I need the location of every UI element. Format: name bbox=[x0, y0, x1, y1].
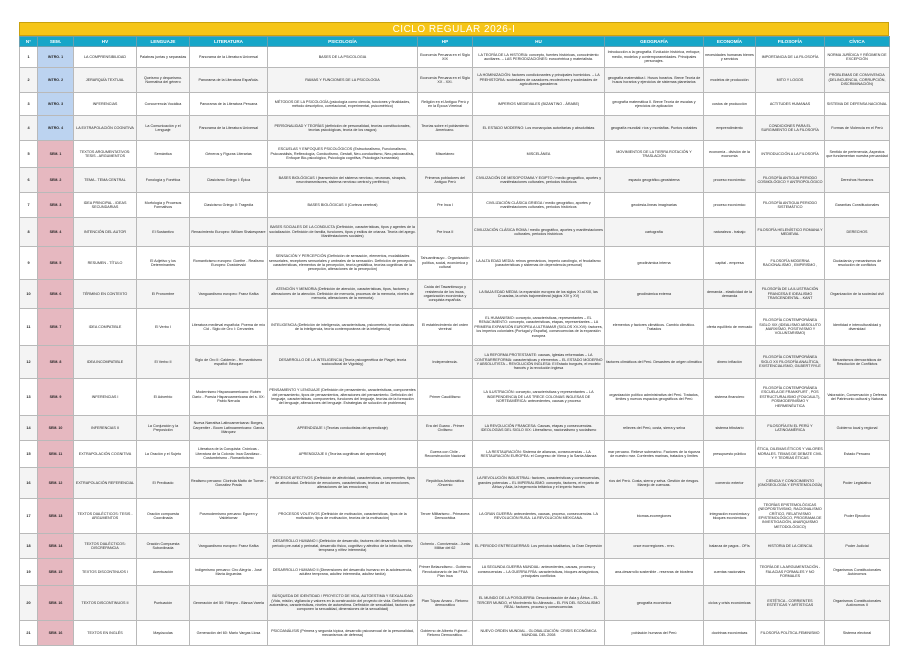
cell-hp: Primer Caudillismo bbox=[418, 379, 473, 416]
cell-geografia: factores climáticos del Perú. Desastres de origen climático bbox=[605, 346, 704, 379]
header-geografia: GEOGRAFÍA bbox=[605, 37, 704, 47]
cell-lenguaje: La Conjunción y la Preposición bbox=[137, 416, 190, 441]
cell-literatura: Panorama de la Literatura Universal bbox=[190, 47, 268, 68]
table-body bbox=[20, 47, 890, 646]
cell-hp: El establecimiento del orden virreinal bbox=[418, 309, 473, 346]
cell-filosofia: ÉTICA, DILEMAS ÉTICOS Y VALORES MORALES. TEMAS DE DEBATE CIVIL Y Y TEORÍAS ÉTICAS bbox=[756, 441, 825, 468]
cell-lenguaje: Concurrencia Vocálica bbox=[137, 93, 190, 116]
cell-filosofia: FILOSOFÍA MODERNA RACIONALISMO , EMPIRISMO , bbox=[756, 247, 825, 280]
row-number: 12 bbox=[20, 346, 38, 379]
cell-hv: EXTRAPOLACIÓN REFERENCIAL bbox=[74, 468, 137, 499]
cell-hu: EL MUNDO DE LA POSGUERRA: Descolonización de Asia y África – EL TERCER MUNDO, el Movimiento No Alineado – EL FIN DEL SOCIALISMO REAL: factores, proceso y consecuencias bbox=[473, 586, 605, 621]
cell-filosofia: FILOSOFÍA CONTEMPORÁNEA SIGLO XX FILOSOFÍA ANALÍTICA, EXISTENCIALISMO, GILBERT RYLE bbox=[756, 346, 825, 379]
cell-economia: proceso económico bbox=[704, 168, 756, 193]
cell-civica: Formas de Violencia en el Perú bbox=[825, 116, 890, 141]
row-sem: SEM. 14 bbox=[38, 534, 74, 559]
cell-geografia: MOVIMIENTOS DE LA TIERRA ROTACIÓN Y TRASLACIÓN bbox=[605, 141, 704, 168]
cell-lenguaje: Acentuación bbox=[137, 559, 190, 586]
cell-literatura: Panorama de la Literatura Española. bbox=[190, 68, 268, 93]
cell-filosofia: INTRODUCCIÓN A LA FILOSOFÍA bbox=[756, 141, 825, 168]
table-row bbox=[20, 621, 890, 646]
cell-lenguaje: El Predicado bbox=[137, 468, 190, 499]
cell-hv: TÉRMINO EN CONTEXTO bbox=[74, 280, 137, 309]
cell-filosofia: FILOSOFÍA EN EL PERÚ Y LATINOAMÉRICA bbox=[756, 416, 825, 441]
table-row bbox=[20, 499, 890, 534]
cell-hp: República Aristocrática /Oncenio bbox=[418, 468, 473, 499]
cell-hv: TEXTOS DISCONTINUOS II bbox=[74, 586, 137, 621]
cell-hu: LA RESTAURACIÓN: Sistema de alianzas, consecuencias – LA RESTAURACIÓN EUROPEA: el Congreso de Viena y la Santa Alianza bbox=[473, 441, 605, 468]
row-number: 21 bbox=[20, 621, 38, 646]
cell-literatura: Literatura medieval española: Poema de mío Cid - Siglo de Oro I: Cervantes bbox=[190, 309, 268, 346]
row-number: 13 bbox=[20, 379, 38, 416]
table-row bbox=[20, 93, 890, 116]
cell-literatura: Generación del 50: Ribeyro - Blanca Varela bbox=[190, 586, 268, 621]
cell-hu: LA GRAN GUERRA: antecedentes, causas, proceso, consecuencias. LA REVOLUCIÓN RUSA. LA REVOLUCIÓN MEXICANA. bbox=[473, 499, 605, 534]
row-number: 11 bbox=[20, 309, 38, 346]
cell-economia: emprendimiento bbox=[704, 116, 756, 141]
cell-hp: Tercer Militarismo - Primavera Democrática bbox=[418, 499, 473, 534]
header-hp: HP bbox=[418, 37, 473, 47]
cell-literatura: Realismo peruano: Clorinda Matto de Turner - González Prada bbox=[190, 468, 268, 499]
header-n: N° bbox=[20, 37, 38, 47]
cell-lenguaje: El Verbo I bbox=[137, 309, 190, 346]
cell-hv: IDEA INCOMPATIBLE bbox=[74, 346, 137, 379]
header-hv: HV bbox=[74, 37, 137, 47]
cell-hu: IMPERIOS MEDIEVALES (BIZANTINO - ÁRABE) bbox=[473, 93, 605, 116]
cell-hp: Guerra con Chile - Reconstrucción Nacional bbox=[418, 441, 473, 468]
cell-hv: INTENCIÓN DEL AUTOR bbox=[74, 218, 137, 247]
cell-literatura: Generación del 60: Mario Vargas Llosa bbox=[190, 621, 268, 646]
cell-hp: Misceláneo bbox=[418, 141, 473, 168]
sheet-title: CICLO REGULAR 2026-I bbox=[19, 22, 889, 36]
header-economia: ECONOMÍA bbox=[704, 37, 756, 47]
table-row bbox=[20, 47, 890, 68]
cell-geografia: elementos y factores climáticos. Cambio climático. Tratados bbox=[605, 309, 704, 346]
cell-hv: IDEA COMPATIBLE bbox=[74, 309, 137, 346]
cell-hu: LA HOMINIZACIÓN: factores condicionantes y principales hominidos. – LA PREHISTORIA: sociedades de cazadores-recolectores y sociedades de agricultores-ganaderos bbox=[473, 68, 605, 93]
row-number: 8 bbox=[20, 218, 38, 247]
row-sem: SEM. 11 bbox=[38, 441, 74, 468]
cell-literatura: Modernismo Hispanoamericano: Rubén Darío - Poesía Hispanoamericana del s. XX: Pablo Neruda bbox=[190, 379, 268, 416]
cell-economia: proceso económico bbox=[704, 193, 756, 218]
cell-filosofia: FILOSOFÍA DE LA ILUSTRACIÓN FRANCESA E IDEALISMO TRASCENDENTAL - KANT bbox=[756, 280, 825, 309]
cell-hu: LA TEORÍA DE LA HISTORIA: concepto, fuentes históricas, conocimiento auxiliares. – LAS PERIODIZACIONES: eurocéntrica y materialista. bbox=[473, 47, 605, 68]
cell-lenguaje: Oración compuesta Coordinada bbox=[137, 499, 190, 534]
cell-psicologia: PERSONALIDAD Y TEORÍAS (definición de personalidad, teorías constitucionales, teorías psicológicas, teoría de los rasgos) bbox=[268, 116, 418, 141]
cell-economia: ciclos y crisis económicas bbox=[704, 586, 756, 621]
row-sem: SEM. 10 bbox=[38, 416, 74, 441]
cell-psicologia: MÉTODOS DE LA PSICOLOGÍA (psicología como ciencia, funciones y finalidades, método descriptivo, correlacional, experimental, psicométrico) bbox=[268, 93, 418, 116]
cell-economia: necesidades humanas bienes y servicios bbox=[704, 47, 756, 68]
cell-hu: EL ESTADO MODERNO: Los monarquías autoritarias y absolutistas bbox=[473, 116, 605, 141]
cell-literatura: Renacimiento Europeo: William Shakespeare bbox=[190, 218, 268, 247]
cell-psicologia: DESARROLLO HUMANO I (Definición de desarrollo, factores del desarrollo humano, periodo pre-natal y perinatal, desarrollo físico, cognitivo y afectivo de la infancia, niñez temprana y niñez intermedia) bbox=[268, 534, 418, 559]
cell-hu: LA REVOLUCIÓN FRANCESA: Causas, etapas y consecuencias. IDEOLOGÍAS DEL SIGLO XIX: Liberalismo, nacionalismo y socialismo bbox=[473, 416, 605, 441]
cell-filosofia: IMPORTANCIA DE LA FILOSOFÍA bbox=[756, 47, 825, 68]
row-sem: SEM. 6 bbox=[38, 280, 74, 309]
cell-hu: LA ALTA EDAD MEDIA: reinos germánicos, imperio carolingio, el feudalismo (características y sistemas de dependencia personal) bbox=[473, 247, 605, 280]
cell-lenguaje: El Sustantivo bbox=[137, 218, 190, 247]
cell-geografia: ríos del Perú. Costa, sierra y selva. Gestión de riesgos. Manejo de cuencas. bbox=[605, 468, 704, 499]
cell-lenguaje: Semántica bbox=[137, 141, 190, 168]
cell-psicologia: PROCESOS AFECTIVOS (Definición de afectividad, características, componentes, tipos de afectividad. Definición de emociones, características, teorías de las emociones, alteraciones de las emociones) bbox=[268, 468, 418, 499]
header-hu: HU bbox=[473, 37, 605, 47]
cell-literatura: Clasicismo Griego II: Tragedia bbox=[190, 193, 268, 218]
table-row bbox=[20, 218, 890, 247]
row-number: 14 bbox=[20, 416, 38, 441]
cell-psicologia: DESARROLLO HUMANO II (Dimensiones del desarrollo humano en la adolescencia, adultez temprana, adultez intermedia, adultez tardía) bbox=[268, 559, 418, 586]
cell-psicologia: PROCESOS VOLITIVOS (Definición de motivación, características, tipos de la motivación, tipos de motivación, teorías de la motivación) bbox=[268, 499, 418, 534]
cell-lenguaje: Oración Compuesta Subordinada bbox=[137, 534, 190, 559]
cell-geografia: geodinámica interna bbox=[605, 247, 704, 280]
curriculum-table bbox=[19, 36, 890, 646]
cell-economia: sistema financiero bbox=[704, 379, 756, 416]
cell-literatura: Panorama de la Literatura Peruana bbox=[190, 93, 268, 116]
header-psicologia: PSICOLOGÍA bbox=[268, 37, 418, 47]
cell-civica: Valoración, Conservación y Defensa del Patrimonio cultural y Natural bbox=[825, 379, 890, 416]
cell-economia: costos de producción bbox=[704, 93, 756, 116]
cell-psicologia: DESARROLLO DE LA INTELIGENCIA (Teoría psicogenética de Piaget, teoría sociocultural de Vigotsky) bbox=[268, 346, 418, 379]
row-sem: SEM. 2 bbox=[38, 168, 74, 193]
cell-lenguaje: Queísmo y dequeísmo. Normativa del género bbox=[137, 68, 190, 93]
header-sem: SEM. bbox=[38, 37, 74, 47]
row-number: 20 bbox=[20, 586, 38, 621]
table-row bbox=[20, 168, 890, 193]
cell-filosofia: ESTÉTICA - CORRIENTES ESTÉTICAS Y ARTÍSTICAS bbox=[756, 586, 825, 621]
cell-hp: Pre Inca II bbox=[418, 218, 473, 247]
row-sem: SEM. 13 bbox=[38, 499, 74, 534]
cell-geografia: geodinámica externa bbox=[605, 280, 704, 309]
cell-civica: DERECHOS bbox=[825, 218, 890, 247]
table-row bbox=[20, 280, 890, 309]
cell-economia: capital - empresa bbox=[704, 247, 756, 280]
row-sem: SEM. 4 bbox=[38, 218, 74, 247]
cell-lenguaje: El Adjetivo y los Determinantes bbox=[137, 247, 190, 280]
cell-literatura: Panorama de la Literatura Universal bbox=[190, 116, 268, 141]
cell-hp: Ochenio - Convivencia - Junta Militar del 62 bbox=[418, 534, 473, 559]
cell-hp: Economía Peruana en el Siglo XX - XXI. bbox=[418, 68, 473, 93]
cell-economia: comercio exterior bbox=[704, 468, 756, 499]
cell-lenguaje: Mayúsculas bbox=[137, 621, 190, 646]
cell-economia: sistema tributario bbox=[704, 416, 756, 441]
cell-civica: Poder Judicial bbox=[825, 534, 890, 559]
cell-literatura: Indigenismo peruano: Ciro Alegría - José María Arguedas bbox=[190, 559, 268, 586]
cell-hu: LA REVOLUCIÓN INDUSTRIAL: factores, características y consecuencias, grandes potencias – EL IMPERIALISMO: concepto, factores, el reparto de África y Asia, la hegemonía británica y el imperio francés bbox=[473, 468, 605, 499]
cell-lenguaje: La Oración y el Sujeto bbox=[137, 441, 190, 468]
cell-geografia: espacio geográfico-geosistema bbox=[605, 168, 704, 193]
row-number: 2 bbox=[20, 68, 38, 93]
cell-psicologia: APRENDIZAJE I (Teorías conductistas del aprendizaje) bbox=[268, 416, 418, 441]
cell-civica: SISTEMA DE DEFENSA NACIONAL bbox=[825, 93, 890, 116]
cell-hv: LA EXTRAPOLACIÓN COGNITIVA bbox=[74, 116, 137, 141]
row-number: 4 bbox=[20, 116, 38, 141]
cell-civica: Estado Peruano bbox=[825, 441, 890, 468]
header-filosofia: FILOSOFÍA bbox=[756, 37, 825, 47]
table-row bbox=[20, 193, 890, 218]
cell-civica: Poder Ejecutivo bbox=[825, 499, 890, 534]
cell-literatura: Posmodernismo peruano: Eguren y Valdelomar bbox=[190, 499, 268, 534]
cell-hu: MISCELÁNEA bbox=[473, 141, 605, 168]
cell-filosofia: FILOSOFÍA HELENÍSTICO ROMANA Y MEDIEVAL bbox=[756, 218, 825, 247]
cell-geografia: geodesia-lineas imaginarias bbox=[605, 193, 704, 218]
row-sem: INTRO. 3 bbox=[38, 93, 74, 116]
table-row bbox=[20, 247, 890, 280]
cell-literatura: Literatura de la Conquista: Crónicas - Literatura de la Colonia: Inca Garcilaso - Costumbrismo - Romanticismo bbox=[190, 441, 268, 468]
cell-economia: economía - división de la economía bbox=[704, 141, 756, 168]
cell-hv: RESUMEN - TÍTULO bbox=[74, 247, 137, 280]
cell-civica: Identidad e interculturalidad y diversidad bbox=[825, 309, 890, 346]
cell-civica: PROBLEMAS DE CONVIVENCIA (DELINCUENCIA, CORRUPCIÓN, DISCRIMINACIÓN) bbox=[825, 68, 890, 93]
cell-hu: CIVILIZACIÓN CLÁSICA ROMA / medio geográfico, aportes y manifestaciones culturales, periodos históricos bbox=[473, 218, 605, 247]
cell-geografia: geografía matemática I. Husos horarios. Breve Teoría de husos horarios y ejercicios de sistemas planetarios bbox=[605, 68, 704, 93]
cell-hv: JERARQUÍA TEXTUAL bbox=[74, 68, 137, 93]
table-row bbox=[20, 309, 890, 346]
cell-filosofia: TEORÍA DE LA ARGUMENTACIÓN - FALACIAS FORMALES Y NO FORMALES bbox=[756, 559, 825, 586]
cell-geografia: biomas-ecorregiones bbox=[605, 499, 704, 534]
cell-geografia: geografía mundial: ríos y montañas. Puntos notables bbox=[605, 116, 704, 141]
cell-filosofia: FILOSOFÍA CONTEMPORÁNEA ESCUELA DE FRANKFURT , POS ESTRUCTURALISMO (FOUCAULT), POSMODERNISMO Y HERMENÉUTICA bbox=[756, 379, 825, 416]
cell-filosofia: FILOSOFÍA CONTEMPORÁNEA SIGLO XIX (IDEALISMO ABSOLUTO ,MARXISMO, POSITIVISMO Y VOLUNTARISMO) bbox=[756, 309, 825, 346]
cell-hv: INFERENCIAS I bbox=[74, 379, 137, 416]
cell-geografia: ana-desarrollo sostenible - reservas de biosfera bbox=[605, 559, 704, 586]
row-number: 15 bbox=[20, 441, 38, 468]
cell-geografia: relieves del Perú, costa, sierra y selva bbox=[605, 416, 704, 441]
header-literatura: LITERATURA bbox=[190, 37, 268, 47]
cell-lenguaje: El Pronombre bbox=[137, 280, 190, 309]
cell-filosofia: FILOSOFÍA ANTIGUA PERIODO SISTEMÁTICO bbox=[756, 193, 825, 218]
table-row bbox=[20, 141, 890, 168]
cell-hp: Gobierno de Alberto Fujimori - Retorno Democrático. bbox=[418, 621, 473, 646]
cell-literatura: Vanguardismo europeo: Franz Kafka bbox=[190, 280, 268, 309]
cell-filosofia: CONDICIONES PARA EL SURGIMIENTO DE LA FILOSOFÍA bbox=[756, 116, 825, 141]
cell-lenguaje: Palabras juntas y separadas bbox=[137, 47, 190, 68]
cell-psicologia: BASES BIOLÓGICAS II (Corteza cerebral) bbox=[268, 193, 418, 218]
cell-geografia: Introducción a la geografía. Evolución histórica, enfoque, medio, modelos y contemporaneidades. Principales personajes. bbox=[605, 47, 704, 68]
cell-civica: Sentido de pertenencia, Aspectos que fundamentan nuestra peruanidad bbox=[825, 141, 890, 168]
cell-economia: oferta equilibrio de mercado bbox=[704, 309, 756, 346]
row-number: 16 bbox=[20, 468, 38, 499]
cell-psicologia: APRENDIZAJE II (Teorías cognitivas del aprendizaje) bbox=[268, 441, 418, 468]
cell-hv: EXTRAPOLACIÓN COGNITIVA bbox=[74, 441, 137, 468]
cell-hv: INFERENCIAS bbox=[74, 93, 137, 116]
cell-hu: LA BAJA EDAD MEDIA: la expansión europea de los siglos XI al XIII, las Cruzadas, la crisis bajomedieval (siglos XIV y XV) bbox=[473, 280, 605, 309]
cell-economia: demanda - elasticidad de la demanda bbox=[704, 280, 756, 309]
header-civica: CÍVICA bbox=[825, 37, 890, 47]
cell-psicologia: BÚSQUEDA DE IDENTIDAD / PROYECTO DE VIDA, AUTOESTIMA Y SEXUALIDAD (Vida, misión, vigilancia y valores en la construcción del proyecto de vida. Definición de autoestima, características, niveles de autoestima. Definición de sexualidad, factores que componen la sexualidad, dimensiones de la sexualidad) bbox=[268, 586, 418, 621]
row-sem: SEM. 8 bbox=[38, 346, 74, 379]
cell-literatura: Nueva Narrativa Latinoamericana: Borges, Carpentier - Boom Latinoamericano: García Márquez bbox=[190, 416, 268, 441]
cell-psicologia: PSICOANÁLISIS (Primera y segunda tópica, desarrollo psicosexual de la personalidad, mecanismos de defensa) bbox=[268, 621, 418, 646]
cell-civica: Gobierno local y regional bbox=[825, 416, 890, 441]
cell-civica: Mecanismos democráticos de Resolución de Conflictos bbox=[825, 346, 890, 379]
cell-hu: LA ILUSTRACIÓN: concepto, características y representantes – LA INDEPENDENCIA DE LAS TRECE COLONIAS INGLESAS DE NORTEAMÉRICA: antecedentes, causas y proceso bbox=[473, 379, 605, 416]
cell-hp: Caída del Tawantinsuyo y resistencia de los incas, organización económica y conquista española. bbox=[418, 280, 473, 309]
cell-hp: Primeros pobladores del Antiguo Perú bbox=[418, 168, 473, 193]
cell-hv: INFERENCIAS II bbox=[74, 416, 137, 441]
cell-literatura: Siglo de Oro II: Calderón - Romanticismo español: Bécquer bbox=[190, 346, 268, 379]
cell-hv: TEXTOS ARGUMENTATIVOS: TESIS - ARGUMENTOS bbox=[74, 141, 137, 168]
cell-geografia: población humana del Perú bbox=[605, 621, 704, 646]
table-row bbox=[20, 534, 890, 559]
table-row bbox=[20, 346, 890, 379]
cell-civica: Ciudadanía y mecanismos de resolución de conflictos bbox=[825, 247, 890, 280]
row-number: 19 bbox=[20, 559, 38, 586]
cell-psicologia: INTELIGENCIA (Definición de inteligencia, características, psicometría, teorías clásicas de la inteligencia, teoría contemporánea de la inteligencia) bbox=[268, 309, 418, 346]
cell-hu: LA SEGUNDA GUERRA MUNDIAL: antecedentes, causas, proceso y consecuencias – LA GUERRA FRÍA: características, bloques antagónicos, principales conflictos bbox=[473, 559, 605, 586]
row-sem: SEM. 3 bbox=[38, 193, 74, 218]
cell-economia: dinero inflación bbox=[704, 346, 756, 379]
cell-hu: EL PERIODO ENTREGUERRAS: Los periodos totalitarios, la Gran Depresión bbox=[473, 534, 605, 559]
row-sem: INTRO. 4 bbox=[38, 116, 74, 141]
cell-hp: Independencia. bbox=[418, 346, 473, 379]
cell-hv: TEXTOS DISCONTINUOS I bbox=[74, 559, 137, 586]
cell-psicologia: RAMAS Y FUNCIONES DE LA PSICOLOGIA bbox=[268, 68, 418, 93]
row-sem: SEM. 9 bbox=[38, 379, 74, 416]
cell-hp: Tahuantinsuyo - Organización política, social, económica y cultural bbox=[418, 247, 473, 280]
cell-lenguaje: La Comunicación y el Lenguaje bbox=[137, 116, 190, 141]
cell-hp: Era del Guano - Primer Civilismo bbox=[418, 416, 473, 441]
row-sem: SEM. 7 bbox=[38, 309, 74, 346]
row-sem: INTRO. 2 bbox=[38, 68, 74, 93]
cell-hv: TEMA - TEMA CENTRAL bbox=[74, 168, 137, 193]
cell-hv: IDEA PRINCIPAL - IDEAS SECUNDARIAS bbox=[74, 193, 137, 218]
cell-hu: CIVILIZACIÓN CLÁSICA GRIEGA / medio geográfico, aportes y manifestaciones culturales, periodos históricos bbox=[473, 193, 605, 218]
header-lenguaje: LENGUAJE bbox=[137, 37, 190, 47]
cell-geografia: once ecorregiones - rrnn. bbox=[605, 534, 704, 559]
cell-lenguaje: Morfología y Procesos Formativos bbox=[137, 193, 190, 218]
cell-economia: modelos de producción bbox=[704, 68, 756, 93]
cell-hv: TEXTOS DIALÉCTICOS: TESIS - ARGUMENTOS bbox=[74, 499, 137, 534]
cell-filosofia: FILOSOFÍA ANTIGUA PERIODO COSMOLÓGICO Y ANTROPOLÓGICO bbox=[756, 168, 825, 193]
cell-geografia: geografía económica bbox=[605, 586, 704, 621]
cell-civica: NORMA JURÍDICA Y RÉGIMEN DE EXCEPCIÓN bbox=[825, 47, 890, 68]
table-row bbox=[20, 379, 890, 416]
cell-literatura: Romanticismo europeo: Goethe - Realismo Europeo: Dostoievski bbox=[190, 247, 268, 280]
row-number: 6 bbox=[20, 168, 38, 193]
cell-hp: Religión en el Antiguo Perú y en la Época Virreinal bbox=[418, 93, 473, 116]
cell-filosofia: HISTORIA DE LA CIENCIA bbox=[756, 534, 825, 559]
row-number: 10 bbox=[20, 280, 38, 309]
table-row bbox=[20, 586, 890, 621]
cell-hu: EL HUMANISMO: concepto, características, representantes – EL RENACIMIENTO: concepto, características, etapas, representantes – LA PRIMERA EXPANSIÓN EUROPEA A ULTRAMAR (SIGLOS XV-XVI): factores, los imperios coloniales (Portugal y España), consecuencias de la expansión europea bbox=[473, 309, 605, 346]
cell-literatura: Vanguardismo europeo: Franz Kafka bbox=[190, 534, 268, 559]
row-number: 1 bbox=[20, 47, 38, 68]
cell-hv: TEXTOS DIALÉCTICOS: DISCREPANCIA bbox=[74, 534, 137, 559]
table-row bbox=[20, 559, 890, 586]
cell-lenguaje: Puntuación bbox=[137, 586, 190, 621]
cell-economia: naturaleza - trabajo bbox=[704, 218, 756, 247]
cell-hv: LA COMPRENSIBILIDAD bbox=[74, 47, 137, 68]
cell-civica: Garantías Constitucionales bbox=[825, 193, 890, 218]
cell-hv: TEXTOS EN INGLÉS bbox=[74, 621, 137, 646]
cell-civica: Organismos Constitucionales Autónomos II bbox=[825, 586, 890, 621]
cell-lenguaje: El Verbo II bbox=[137, 346, 190, 379]
cell-geografia: cartografía bbox=[605, 218, 704, 247]
cell-civica: Organización de la sociedad civil bbox=[825, 280, 890, 309]
cell-economia: presupuesto público bbox=[704, 441, 756, 468]
cell-geografia: geografía matemática II. Breve Teoría de escalas y ejercicios de aplicación bbox=[605, 93, 704, 116]
header-row bbox=[20, 37, 890, 47]
row-number: 17 bbox=[20, 499, 38, 534]
cell-hu: LA REFORMA PROTESTANTE: causas, iglesias reformadas – LA CONTRARREFORMA: características y elementos – EL ESTADO MODERNO Y ABSOLUTISTA – REVOLUCIÓN INGLESA: El Estado burgués, el modelo francés y la revolución inglesa bbox=[473, 346, 605, 379]
cell-civica: Poder Legislativo bbox=[825, 468, 890, 499]
cell-filosofia: MITO Y LOGOS bbox=[756, 68, 825, 93]
cell-civica: Derechos Humanos bbox=[825, 168, 890, 193]
cell-psicologia: ATENCIÓN Y MEMORIA (Definición de atención, características, tipos, factores y alteraciones de la atención. Definición de memoria, procesos de la memoria, niveles de memoria, alteraciones de la memoria) bbox=[268, 280, 418, 309]
row-sem: SEM. 5 bbox=[38, 247, 74, 280]
cell-filosofia: CIENCIA Y CONOCIMIENTO (GNOSEOLOGÍA Y EPISTEMOLOGÍA) bbox=[756, 468, 825, 499]
row-sem: SEM. 1 bbox=[38, 141, 74, 168]
row-number: 18 bbox=[20, 534, 38, 559]
cell-hp: Economía Peruana en el Siglo XIX bbox=[418, 47, 473, 68]
cell-psicologia: BASES DE LA PSICOLOGIA bbox=[268, 47, 418, 68]
cell-hu: CIVILIZACIÓN DE MESOPOTAMIA Y EGIPTO / medio geográfico, aportes y manifestaciones culturales, periodos históricos bbox=[473, 168, 605, 193]
cell-civica: Organismos Constitucionales Autónomos bbox=[825, 559, 890, 586]
cell-geografia: organización político administrativa del Perú. Tratados, límites y nuevos espacios geográficos del Perú bbox=[605, 379, 704, 416]
row-number: 7 bbox=[20, 193, 38, 218]
cell-psicologia: PENSAMIENTO Y LENGUAJE (Definición de pensamiento, características, componentes del pensamiento, tipos de pensamientos, alteraciones del pensamiento. Definición del lenguaje, características, componentes, funciones del lenguaje, teorías de la formación del lenguaje, alteraciones del lenguaje. Estrategias de solución de problemas) bbox=[268, 379, 418, 416]
cell-literatura: Clasicismo Griego I: Épica bbox=[190, 168, 268, 193]
cell-economia: cuentas nacionales bbox=[704, 559, 756, 586]
table-row bbox=[20, 116, 890, 141]
curriculum-sheet bbox=[19, 22, 889, 646]
row-sem: SEM. 15 bbox=[38, 559, 74, 586]
cell-hp: Plan Túpac Amaru - Retorno democrático bbox=[418, 586, 473, 621]
cell-filosofia: TEORÍAS EPISTEMOLÓGICAS (NEOPOSITIVISMO, RACIONALISMO CRÍTICO, RELATIVISMO EPISTEMOLÓGICO, PROGRAMA DE INVESTIGACIÓN, ANARQUISMO METODOLÓGICO) bbox=[756, 499, 825, 534]
row-sem: SEM. 16 bbox=[38, 586, 74, 621]
cell-economia: balanza de pagos - OFIs bbox=[704, 534, 756, 559]
row-sem: SEM. 12 bbox=[38, 468, 74, 499]
row-number: 5 bbox=[20, 141, 38, 168]
cell-geografia: mar peruano. Relieve submarino. Factores de la riqueza de nuestro mar. Corrientes marinas, tratados y límites bbox=[605, 441, 704, 468]
row-sem: INTRO. 1 bbox=[38, 47, 74, 68]
cell-filosofia: ACTITUDES HUMANAS bbox=[756, 93, 825, 116]
cell-civica: Sistema electoral bbox=[825, 621, 890, 646]
cell-psicologia: BASES SOCIALES DE LA CONDUCTA (Definición, características, tipos y agentes de la socialización. Definición de familia, funciones, tipos y estilos de crianza. Teoría del apego. Manifestaciones sociales) bbox=[268, 218, 418, 247]
cell-hp: Pre Inca I bbox=[418, 193, 473, 218]
cell-economia: doctrinas económicas bbox=[704, 621, 756, 646]
cell-hp: Primer Belaundismo - Gobierno Revolucionario de las FFAA Plan Inca bbox=[418, 559, 473, 586]
table-row bbox=[20, 468, 890, 499]
row-number: 3 bbox=[20, 93, 38, 116]
cell-economia: integración económica y bloques económicos bbox=[704, 499, 756, 534]
table-row bbox=[20, 441, 890, 468]
table-row bbox=[20, 416, 890, 441]
cell-literatura: Géneros y Figuras Literarias bbox=[190, 141, 268, 168]
cell-lenguaje: Fonología y Fonética bbox=[137, 168, 190, 193]
row-sem: SEM. 16 bbox=[38, 621, 74, 646]
cell-hp: Teorías sobre el poblamiento Americano. bbox=[418, 116, 473, 141]
cell-filosofia: FILOSOFÍA POLÍTICA-FEMINISMO bbox=[756, 621, 825, 646]
cell-lenguaje: El Adverbio bbox=[137, 379, 190, 416]
cell-psicologia: ESCUELAS Y ENFOQUES PSICOLÓGICOS (Estructuralismo, Funcionalismo, Psicoanálisis, Reflexología, Conductismo, Gestalt, Neo-conductismo, Neo-psicoanálisis, Enfoque Bio-psicológico, Psicología cognitiva, Psicología humanista) bbox=[268, 141, 418, 168]
cell-psicologia: SENSACIÓN Y PERCEPCIÓN (Definición de sensación, elementos, modalidades sensoriales, receptores sensoriales y umbrales de la sensación. Definición de percepción, características, elementos de la percepción, teoría gestáltica, teorías cognitivas de la percepción, alteraciones de la percepción) bbox=[268, 247, 418, 280]
cell-hu: NUEVO ORDEN MUNDIAL - GLOBALIZACIÓN: CRISIS ECONÓMICA MUNDIAL DEL 2008 bbox=[473, 621, 605, 646]
cell-psicologia: BASES BIOLÓGICAS I (transmisión del sistema nervioso, neuronas, sinapsis, neurotransmisores, sistema nervioso central y periférico) bbox=[268, 168, 418, 193]
table-row bbox=[20, 68, 890, 93]
row-number: 9 bbox=[20, 247, 38, 280]
